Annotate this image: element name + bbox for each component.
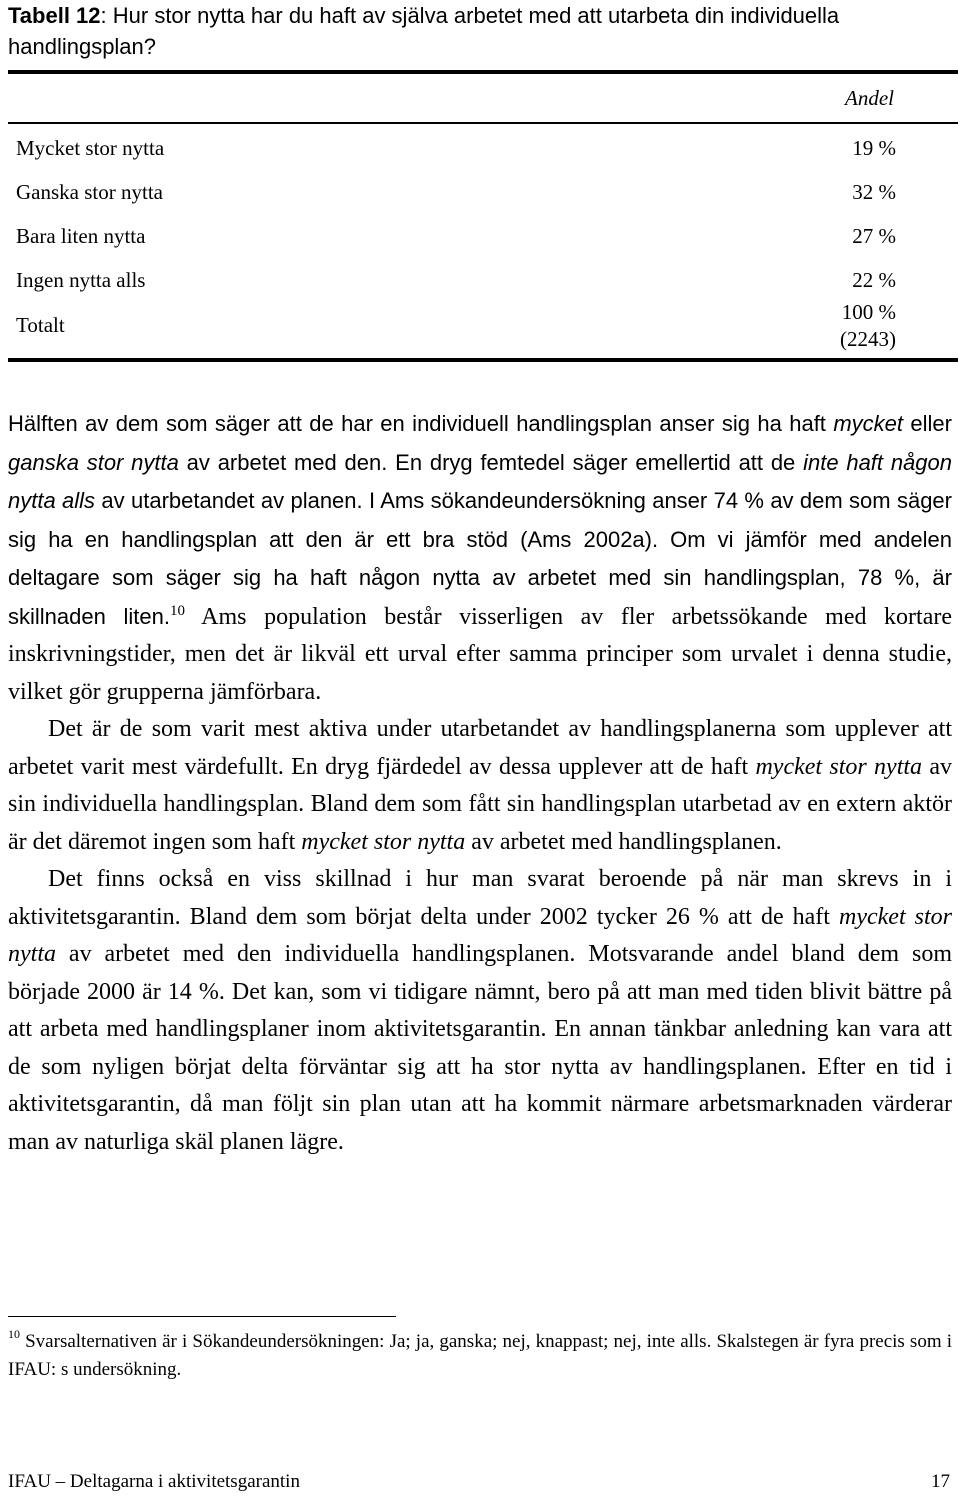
text-run: Hälften av dem som säger att de har en individuell handlingsplan anser sig ha haft: [8, 411, 834, 436]
total-label: Totalt: [16, 313, 65, 337]
table-question: : Hur stor nytta har du haft av själva arbetet med att utarbeta din individuella handlingsplan?: [8, 3, 840, 59]
text-run: Det finns också en viss skillnad i hur man svarat beroende på när man skrevs in i aktivitetsgarantin. Bland dem som börjat delta under 2002 tycker 26 % att de haft: [8, 866, 952, 930]
emphasis: mycket: [833, 411, 904, 436]
total-value: 100 %: [841, 300, 896, 324]
page-footer: [8, 1468, 950, 1496]
emphasis: mycket stor nytta: [8, 903, 952, 967]
emphasis: mycket stor nytta: [301, 828, 466, 855]
footnote-ref: 10: [169, 602, 185, 619]
text-run: av utarbetandet av planen.: [95, 488, 363, 513]
row-value: 19 %: [852, 136, 896, 160]
body-text: [8, 405, 952, 1161]
text-run: av arbetet med den. En dryg femtedel säger emellertid att de: [178, 449, 804, 475]
paragraph-3: [8, 861, 952, 1161]
table-row: [16, 222, 896, 250]
row-label: Bara liten nytta: [16, 224, 146, 248]
row-label: Ganska stor nytta: [16, 180, 163, 204]
footnote-marker: 10: [8, 1327, 20, 1341]
column-header-andel: Andel: [845, 86, 894, 110]
text-run: av sin individuella handlingsplan. Bland dem som fått sin handlingsplan utarbetad av en extern aktör är det däremot ingen som haft: [8, 753, 952, 855]
row-label: Mycket stor nytta: [16, 136, 165, 160]
table-total-row: [16, 298, 896, 354]
emphasis: ganska stor nytta: [8, 449, 179, 475]
footnote-text: Svarsalternativen är i Sökandeundersökningen: Ja; ja, ganska; nej, knappast; nej, inte alls. Skalstegen är fyra precis som i IFAU: s undersökning.: [8, 1331, 952, 1380]
page-number: 17: [931, 1471, 950, 1492]
table-row: [16, 178, 896, 206]
row-value: 32 %: [852, 180, 896, 204]
running-footer-title: IFAU – Deltagarna i aktivitetsgarantin: [8, 1471, 300, 1492]
table-label: Tabell 12: [8, 3, 101, 28]
text-run: I Ams sökandeundersökning anser 74 % av dem som säger sig ha en handlingsplan att den är ett bra stöd (Ams 2002a).: [8, 488, 952, 552]
text-run: eller: [903, 411, 952, 436]
text-run: Om vi jämför med andelen deltagare som säger sig ha haft någon nytta av arbetet med sin handlingsplan, 78 %, är skillnaden liten.: [8, 526, 952, 629]
table-caption: [8, 0, 948, 62]
text-run: av arbetet med handlingsplanen.: [465, 828, 782, 855]
table-row: [16, 266, 896, 294]
emphasis: mycket stor nytta: [755, 753, 923, 780]
footnote-separator: [8, 1316, 396, 1317]
table-row: [16, 134, 896, 162]
row-value: 27 %: [852, 224, 896, 248]
table-header-rule: [8, 122, 958, 124]
paragraph-2: [8, 711, 952, 861]
total-count: (2243): [840, 327, 896, 351]
table-bottom-rule: [8, 358, 958, 362]
text-run: av arbetet med den individuella handlingsplanen. Motsvarande andel bland dem som började 2000 är 14 %. Det kan, som vi tidigare nämnt, bero på att man med tiden blivit bättre på att arbeta med handlingsplaner inom aktivitetsgarantin. En annan tänkbar anledning kan vara att de som nyligen börjat delta förväntar sig att ha stor nytta av handlingsplanen. Efter en tid i aktivitetsgarantin, då man följt sin plan utan att ha kommit närmare arbetsmarknaden värderar man av naturliga skäl planen lägre.: [8, 941, 952, 1155]
text-run: Det är de som varit mest aktiva under utarbetandet av handlingsplanerna som upplever att arbetet varit mest värdefullt. En dryg fjärdedel av dessa upplever att de haft: [8, 716, 952, 780]
text-run: Ams population består visserligen av fler arbetssökande med kortare inskrivningstider, men det är likväl ett urval efter samma principer som urvalet i denna studie, vilket gör grupperna jämförbara.: [8, 603, 952, 705]
table-top-rule: [8, 70, 958, 74]
row-label: Ingen nytta alls: [16, 268, 146, 292]
footnote: [8, 1328, 952, 1384]
emphasis: inte haft någon nytta alls: [8, 449, 952, 513]
paragraph-1: [8, 405, 952, 711]
row-value: 22 %: [852, 268, 896, 292]
